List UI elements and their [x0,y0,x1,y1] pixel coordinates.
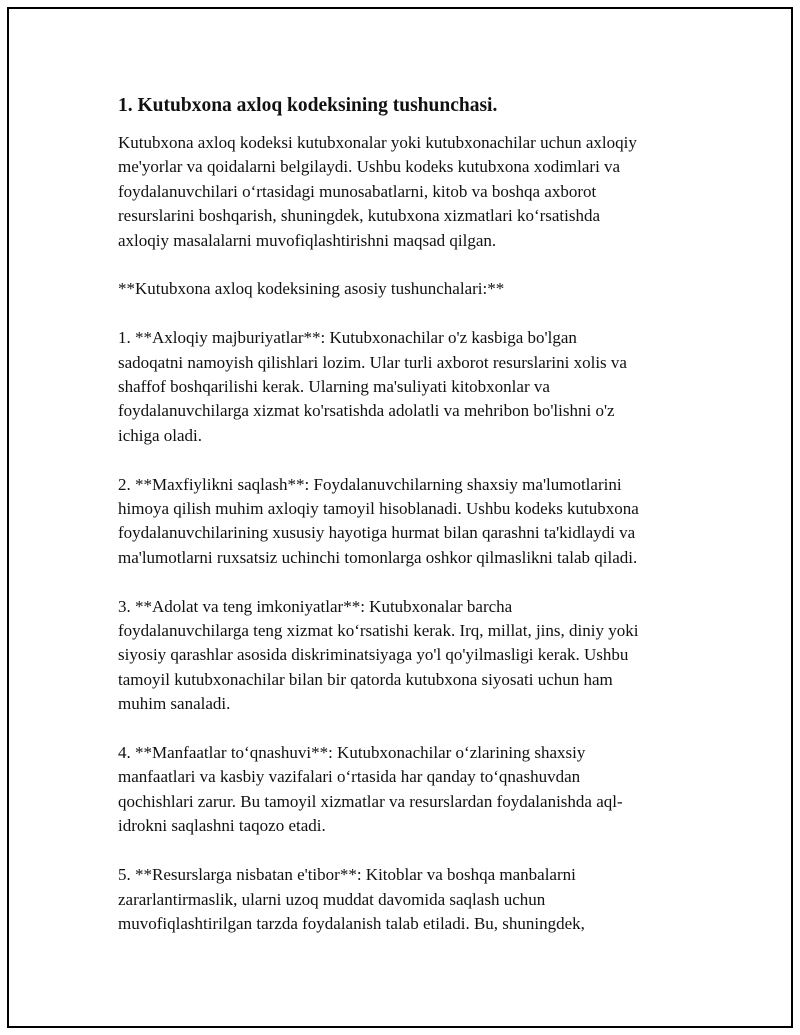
text-line: ichiga oladi. [118,425,203,445]
paragraph-subheading [118,277,698,301]
text-line: shaffof boshqarilishi kerak. Ularning ma'suliyati kitobxonlar va [118,377,550,397]
paragraph-item-1 [118,326,698,448]
text-line: himoya qilish muhim axloqiy tamoyil hisoblanadi. Ushbu kodeks kutubxona [118,499,639,519]
paragraph-intro [118,131,698,253]
text-line: foydalanuvchilarga teng xizmat koʻrsatishi kerak. Irq, millat, jins, diniy yoki [118,621,639,641]
document-body [118,93,698,961]
text-line: **Kutubxona axloq kodeksining asosiy tushunchalari:** [118,279,505,299]
document-title: 1. Kutubxona axloq kodeksining tushunchasi. [118,95,498,116]
text-line: manfaatlari va kasbiy vazifalari oʻrtasida har qanday toʻqnashuvdan [118,767,581,787]
paragraph-item-3 [118,595,698,717]
text-line: 3. **Adolat va teng imkoniyatlar**: Kutubxonalar barcha [118,596,513,616]
text-line: 4. **Manfaatlar toʻqnashuvi**: Kutubxonachilar oʻzlarining shaxsiy [118,743,586,763]
text-line: 5. **Resurslarga nisbatan e'tibor**: Kitoblar va boshqa manbalarni [118,865,576,885]
text-line: zararlantirmaslik, ularni uzoq muddat davomida saqlash uchun [118,889,546,909]
text-line: qochishlari zarur. Bu tamoyil xizmatlar va resurslardan foydalanishda aql- [118,791,623,811]
text-line: muhim sanaladi. [118,694,231,714]
text-line: 1. **Axloqiy majburiyatlar**: Kutubxonachilar o'z kasbiga bo'lgan [118,328,577,348]
paragraph-item-2 [118,473,698,571]
text-line: resurslarini boshqarish, shuningdek, kutubxona xizmatlari koʻrsatishda [118,206,601,226]
text-line: axloqiy masalalarni muvofiqlashtirishni maqsad qilgan. [118,230,497,250]
text-line: sadoqatni namoyish qilishlari lozim. Ular turli axborot resurslarini xolis va [118,352,627,372]
text-line: foydalanuvchilarga xizmat ko'rsatishda adolatli va mehribon bo'lishni o'z [118,401,615,421]
text-line: foydalanuvchilari oʻrtasidagi munosabatlarni, kitob va boshqa axborot [118,181,597,201]
text-line: foydalanuvchilarining xususiy hayotiga hurmat bilan qarashni ta'kidlaydi va [118,523,636,543]
paragraph-item-4 [118,741,698,839]
text-line: 2. **Maxfiylikni saqlash**: Foydalanuvchilarning shaxsiy ma'lumotlarini [118,474,622,494]
text-line: ma'lumotlarni ruxsatsiz uchinchi tomonlarga oshkor qilmaslikni talab qiladi. [118,547,638,567]
text-line: idrokni saqlashni taqozo etadi. [118,816,326,836]
text-line: siyosiy qarashlar asosida diskriminatsiyaga yo'l qo'yilmasligi kerak. Ushbu [118,645,629,665]
text-line: Kutubxona axloq kodeksi kutubxonalar yoki kutubxonachilar uchun axloqiy [118,133,637,152]
text-line: tamoyil kutubxonachilar bilan bir qatorda kutubxona siyosati uchun ham [118,669,613,689]
paragraph-item-5 [118,863,698,936]
text-line: me'yorlar va qoidalarni belgilaydi. Ushbu kodeks kutubxona xodimlari va [118,157,621,177]
text-line: muvofiqlashtirilgan tarzda foydalanish talab etiladi. Bu, shuningdek, [118,913,585,933]
